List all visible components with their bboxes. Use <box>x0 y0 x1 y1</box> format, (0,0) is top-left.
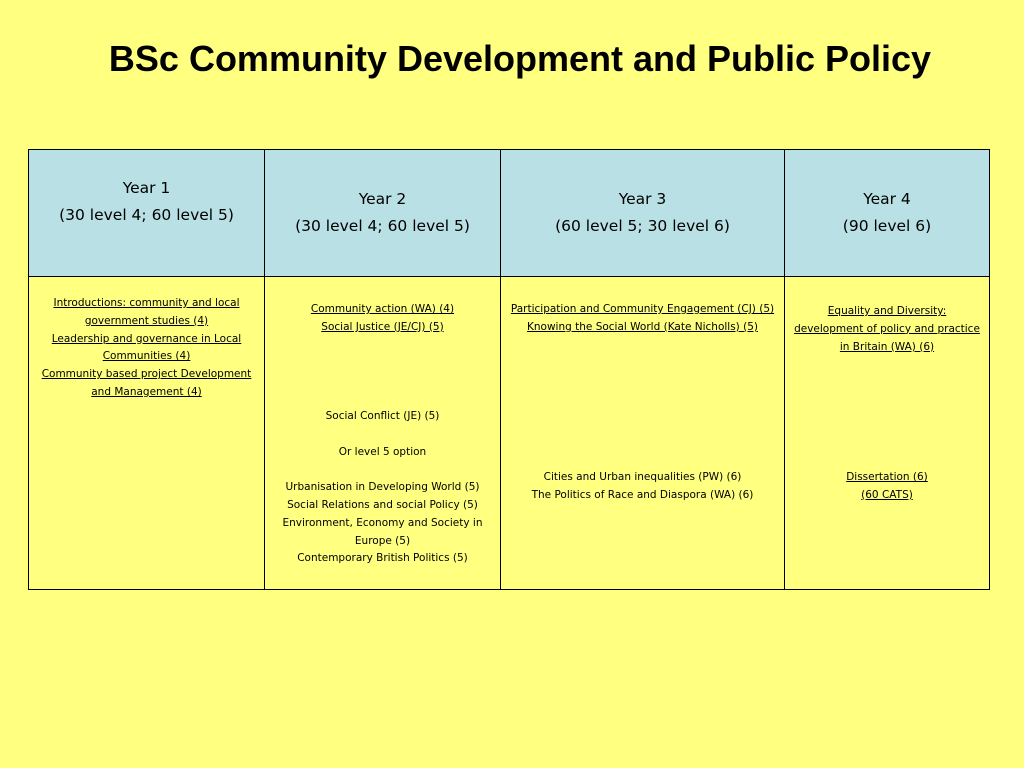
year-3-block-1 <box>509 301 776 337</box>
module-line: Community based project Development <box>41 368 252 381</box>
year-3-block-2 <box>509 469 776 505</box>
programme-table <box>28 149 990 590</box>
year-4-block-2 <box>793 469 981 505</box>
module-line: Social Conflict (JE) (5) <box>325 410 440 422</box>
header-year-label: Year 1 <box>122 179 171 197</box>
module-line: Social Relations and social Policy (5) <box>287 498 478 511</box>
year-1-modules <box>29 277 265 590</box>
module-line: Social Justice (JE/CJ) (5) <box>321 320 444 333</box>
module-line: Cities and Urban inequalities (PW) (6) <box>543 471 742 483</box>
year-4-block-1 <box>793 303 981 356</box>
header-credits: (60 level 5; 30 level 6) <box>555 217 730 235</box>
year-1-block-1 <box>37 295 256 402</box>
header-credits: (90 level 6) <box>842 217 932 235</box>
header-year-3 <box>501 150 785 277</box>
year-3-modules <box>501 277 785 590</box>
module-line: Or level 5 option <box>338 445 427 458</box>
year-2-block-1 <box>273 301 492 337</box>
module-line: Knowing the Social World (Kate Nicholls) (5) <box>527 320 758 333</box>
year-2-block-2 <box>273 408 492 568</box>
header-year-1 <box>29 150 265 277</box>
header-credits: (30 level 4; 60 level 5) <box>295 217 470 235</box>
module-line: and Management (4) <box>91 385 202 398</box>
header-row <box>29 150 990 277</box>
header-year-2 <box>265 150 501 277</box>
module-line: Environment, Economy and Society in <box>282 516 483 529</box>
module-line: Community action (WA) (4) <box>310 303 455 315</box>
module-line: Communities (4) <box>102 350 191 363</box>
module-line: Contemporary British Politics (5) <box>297 552 468 565</box>
module-line: in Britain (WA) (6) <box>839 340 935 353</box>
header-year-label: Year 3 <box>618 190 667 208</box>
page-title: BSc Community Development and Public Policy <box>108 38 932 79</box>
spacer-line <box>273 461 492 479</box>
module-line: Urbanisation in Developing World (5) <box>285 481 480 494</box>
module-line: Equality and Diversity: <box>827 305 947 317</box>
spacer-line <box>273 426 492 444</box>
header-year-4 <box>785 150 990 277</box>
modules-row <box>29 277 990 590</box>
module-line: Europe (5) <box>354 534 411 547</box>
header-year-label: Year 2 <box>358 190 407 208</box>
module-line: Dissertation (6) <box>846 471 928 483</box>
module-line: development of policy and practice <box>794 322 980 335</box>
year-4-modules <box>785 277 990 590</box>
module-line: (60 CATS) <box>861 488 913 501</box>
header-year-label: Year 4 <box>863 190 911 208</box>
year-2-modules <box>265 277 501 590</box>
module-line: government studies (4) <box>84 314 209 327</box>
module-line: Leadership and governance in Local <box>51 332 242 345</box>
module-line: Participation and Community Engagement (CJ) (5) <box>510 303 775 315</box>
header-credits: (30 level 4; 60 level 5) <box>59 206 234 224</box>
module-line: The Politics of Race and Diaspora (WA) (6) <box>531 488 754 501</box>
module-line: Introductions: community and local <box>53 297 240 309</box>
